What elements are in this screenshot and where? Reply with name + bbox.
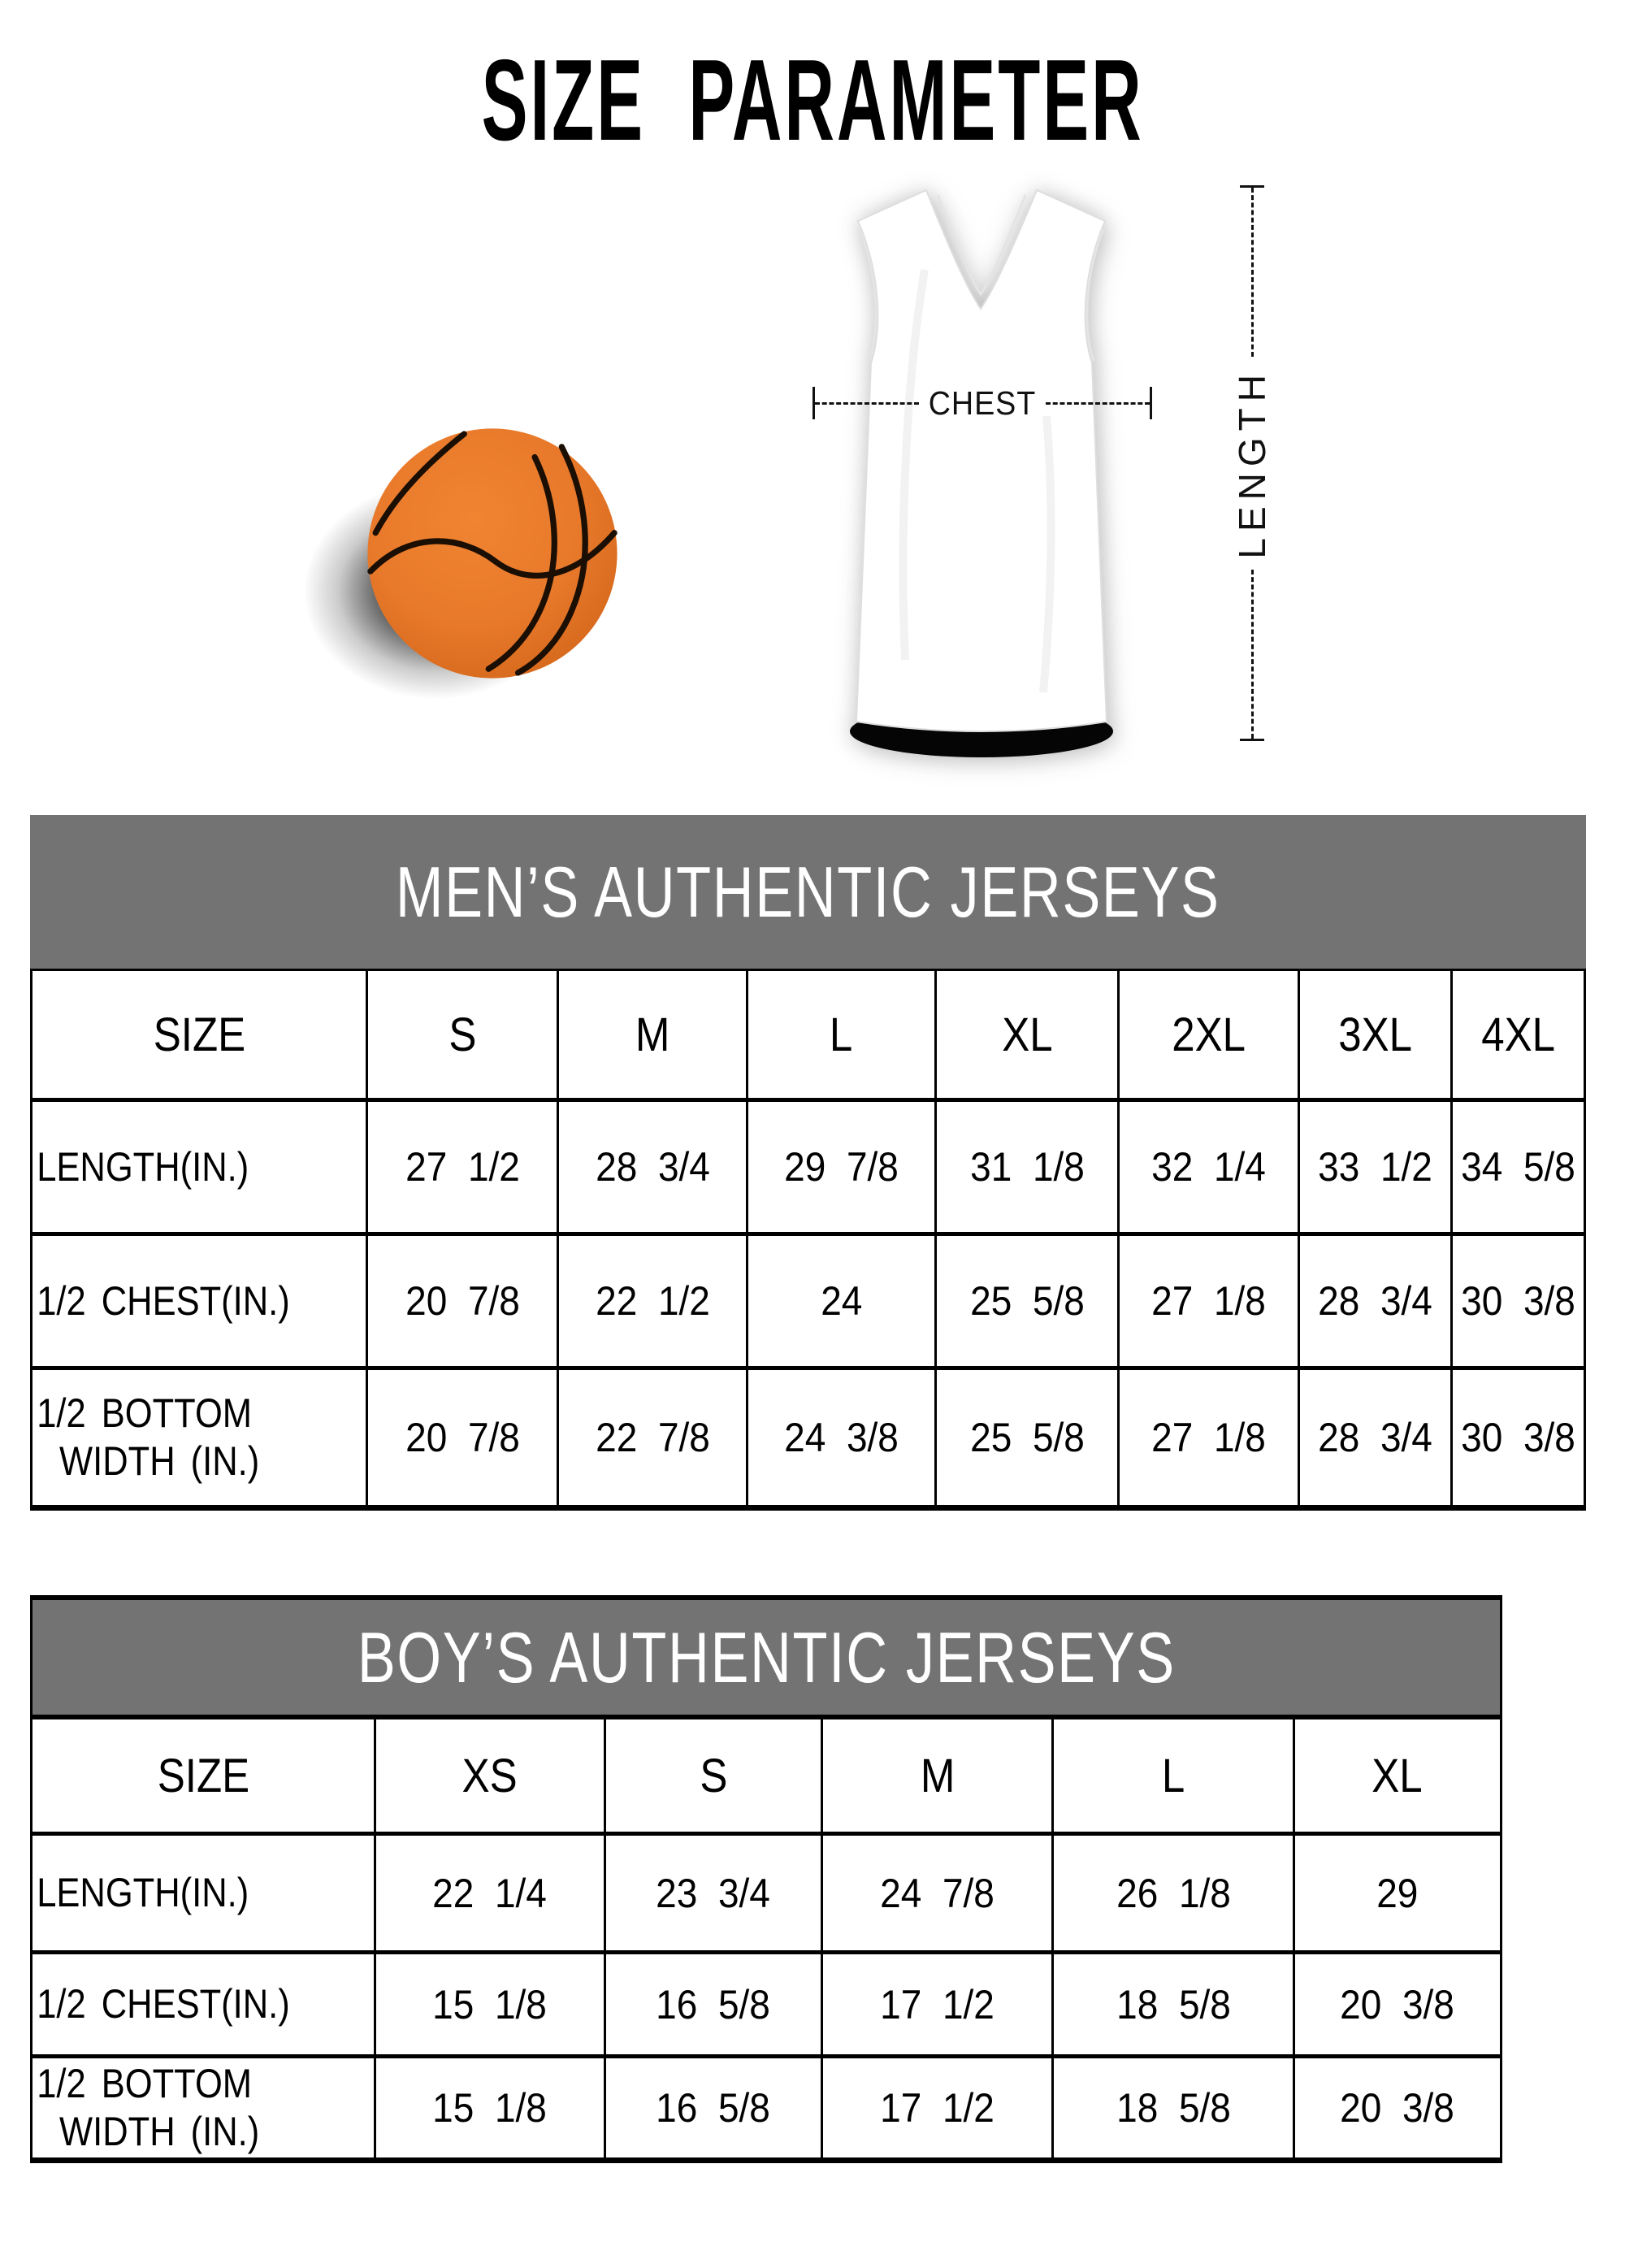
boys-col-header: XS (375, 1719, 604, 1834)
mens-col-header: 2XL (1119, 970, 1299, 1100)
mens-col-header: M (558, 970, 748, 1100)
row-label-cell: 1/2 BOTTOM WIDTH (IN.) (32, 2057, 375, 2161)
page-title: SIZE PARAMETER (481, 36, 1144, 165)
jersey-body (856, 190, 1107, 731)
size-value-cell: 30 3/8 (1451, 1368, 1584, 1508)
length-dash-top (1251, 188, 1254, 357)
size-value-cell: 28 3/4 (1299, 1368, 1451, 1508)
size-value-cell: 20 7/8 (366, 1368, 557, 1508)
size-value-cell: 28 3/4 (1299, 1234, 1451, 1368)
chest-dash-right (1046, 402, 1150, 405)
length-dash-bottom (1251, 570, 1254, 739)
size-value-cell: 24 7/8 (822, 1834, 1053, 1953)
length-dimension-line (1231, 185, 1273, 741)
boys-size-header-cell: SIZE (32, 1719, 375, 1834)
basketball-illustration (364, 425, 621, 682)
row-label-cell: 1/2 BOTTOM WIDTH (IN.) (32, 1368, 367, 1508)
size-value-cell: 29 (1294, 1834, 1501, 1953)
size-value-cell: 22 7/8 (558, 1368, 748, 1508)
size-value-cell: 20 3/8 (1294, 2057, 1501, 2161)
size-value-cell: 31 1/8 (935, 1100, 1119, 1234)
size-value-cell: 32 1/4 (1119, 1100, 1299, 1234)
page-title-wrap (0, 34, 1625, 167)
size-value-cell: 27 1/8 (1119, 1234, 1299, 1368)
mens-column-header-row (32, 970, 1585, 1100)
boys-length-row (32, 1834, 1502, 1953)
row-label-cell: LENGTH(IN.) (32, 1834, 375, 1953)
size-value-cell: 18 5/8 (1053, 2057, 1294, 2161)
size-value-cell: 23 3/4 (604, 1834, 822, 1953)
chest-dash-left (815, 402, 919, 405)
basketball-body (367, 428, 617, 678)
mens-col-header: XL (935, 970, 1119, 1100)
size-value-cell: 20 7/8 (366, 1234, 557, 1368)
boys-table-header-bar (30, 1595, 1502, 1717)
boys-size-table-block (30, 1595, 1502, 2163)
mens-size-header-cell: SIZE (32, 970, 367, 1100)
mens-chest-row (32, 1234, 1585, 1368)
boys-col-header: S (604, 1719, 822, 1834)
size-value-cell: 25 5/8 (935, 1234, 1119, 1368)
mens-table-header-bar (30, 815, 1586, 969)
size-value-cell: 33 1/2 (1299, 1100, 1451, 1234)
size-value-cell: 24 (748, 1234, 935, 1368)
mens-size-table (30, 969, 1586, 1511)
mens-bottom-width-row (32, 1368, 1585, 1508)
size-value-cell: 34 5/8 (1451, 1100, 1584, 1234)
size-value-cell: 26 1/8 (1053, 1834, 1294, 1953)
jersey-illustration (803, 172, 1162, 761)
boys-col-header: XL (1294, 1719, 1501, 1834)
size-value-cell: 17 1/2 (822, 1953, 1053, 2057)
size-value-cell: 24 3/8 (748, 1368, 935, 1508)
chest-label: CHEST (928, 384, 1037, 422)
mens-col-header: 3XL (1299, 970, 1451, 1100)
size-value-cell: 15 1/8 (375, 1953, 604, 2057)
mens-length-row (32, 1100, 1585, 1234)
boys-column-header-row (32, 1719, 1502, 1834)
size-value-cell: 17 1/2 (822, 2057, 1053, 2161)
size-value-cell: 30 3/8 (1451, 1234, 1584, 1368)
row-label-cell: 1/2 CHEST(IN.) (32, 1234, 367, 1368)
mens-col-header: L (748, 970, 935, 1100)
size-value-cell: 20 3/8 (1294, 1953, 1501, 2057)
size-value-cell: 25 5/8 (935, 1368, 1119, 1508)
chest-dimension-line (812, 384, 1152, 423)
boys-bottom-width-row (32, 2057, 1502, 2161)
mens-col-header: 4XL (1451, 970, 1584, 1100)
size-value-cell: 22 1/2 (558, 1234, 748, 1368)
size-value-cell: 16 5/8 (604, 2057, 822, 2161)
size-value-cell: 15 1/8 (375, 2057, 604, 2161)
mens-table-title: MEN’S AUTHENTIC JERSEYS (396, 851, 1220, 932)
length-label: LENGTH (1231, 367, 1273, 559)
size-value-cell: 27 1/8 (1119, 1368, 1299, 1508)
size-value-cell: 27 1/2 (366, 1100, 557, 1234)
boys-size-table (30, 1717, 1502, 2163)
boys-chest-row (32, 1953, 1502, 2057)
boys-table-title: BOY’S AUTHENTIC JERSEYS (357, 1616, 1176, 1698)
size-value-cell: 18 5/8 (1053, 1953, 1294, 2057)
boys-col-header: M (822, 1719, 1053, 1834)
mens-size-table-block (30, 815, 1586, 1511)
chest-right-tick (1150, 387, 1152, 419)
size-value-cell: 29 7/8 (748, 1100, 935, 1234)
row-label-cell: 1/2 CHEST(IN.) (32, 1953, 375, 2057)
row-label-cell: LENGTH(IN.) (32, 1100, 367, 1234)
size-value-cell: 22 1/4 (375, 1834, 604, 1953)
mens-col-header: S (366, 970, 557, 1100)
size-value-cell: 28 3/4 (558, 1100, 748, 1234)
boys-col-header: L (1053, 1719, 1294, 1834)
length-bottom-tick (1240, 739, 1264, 741)
size-value-cell: 16 5/8 (604, 1953, 822, 2057)
